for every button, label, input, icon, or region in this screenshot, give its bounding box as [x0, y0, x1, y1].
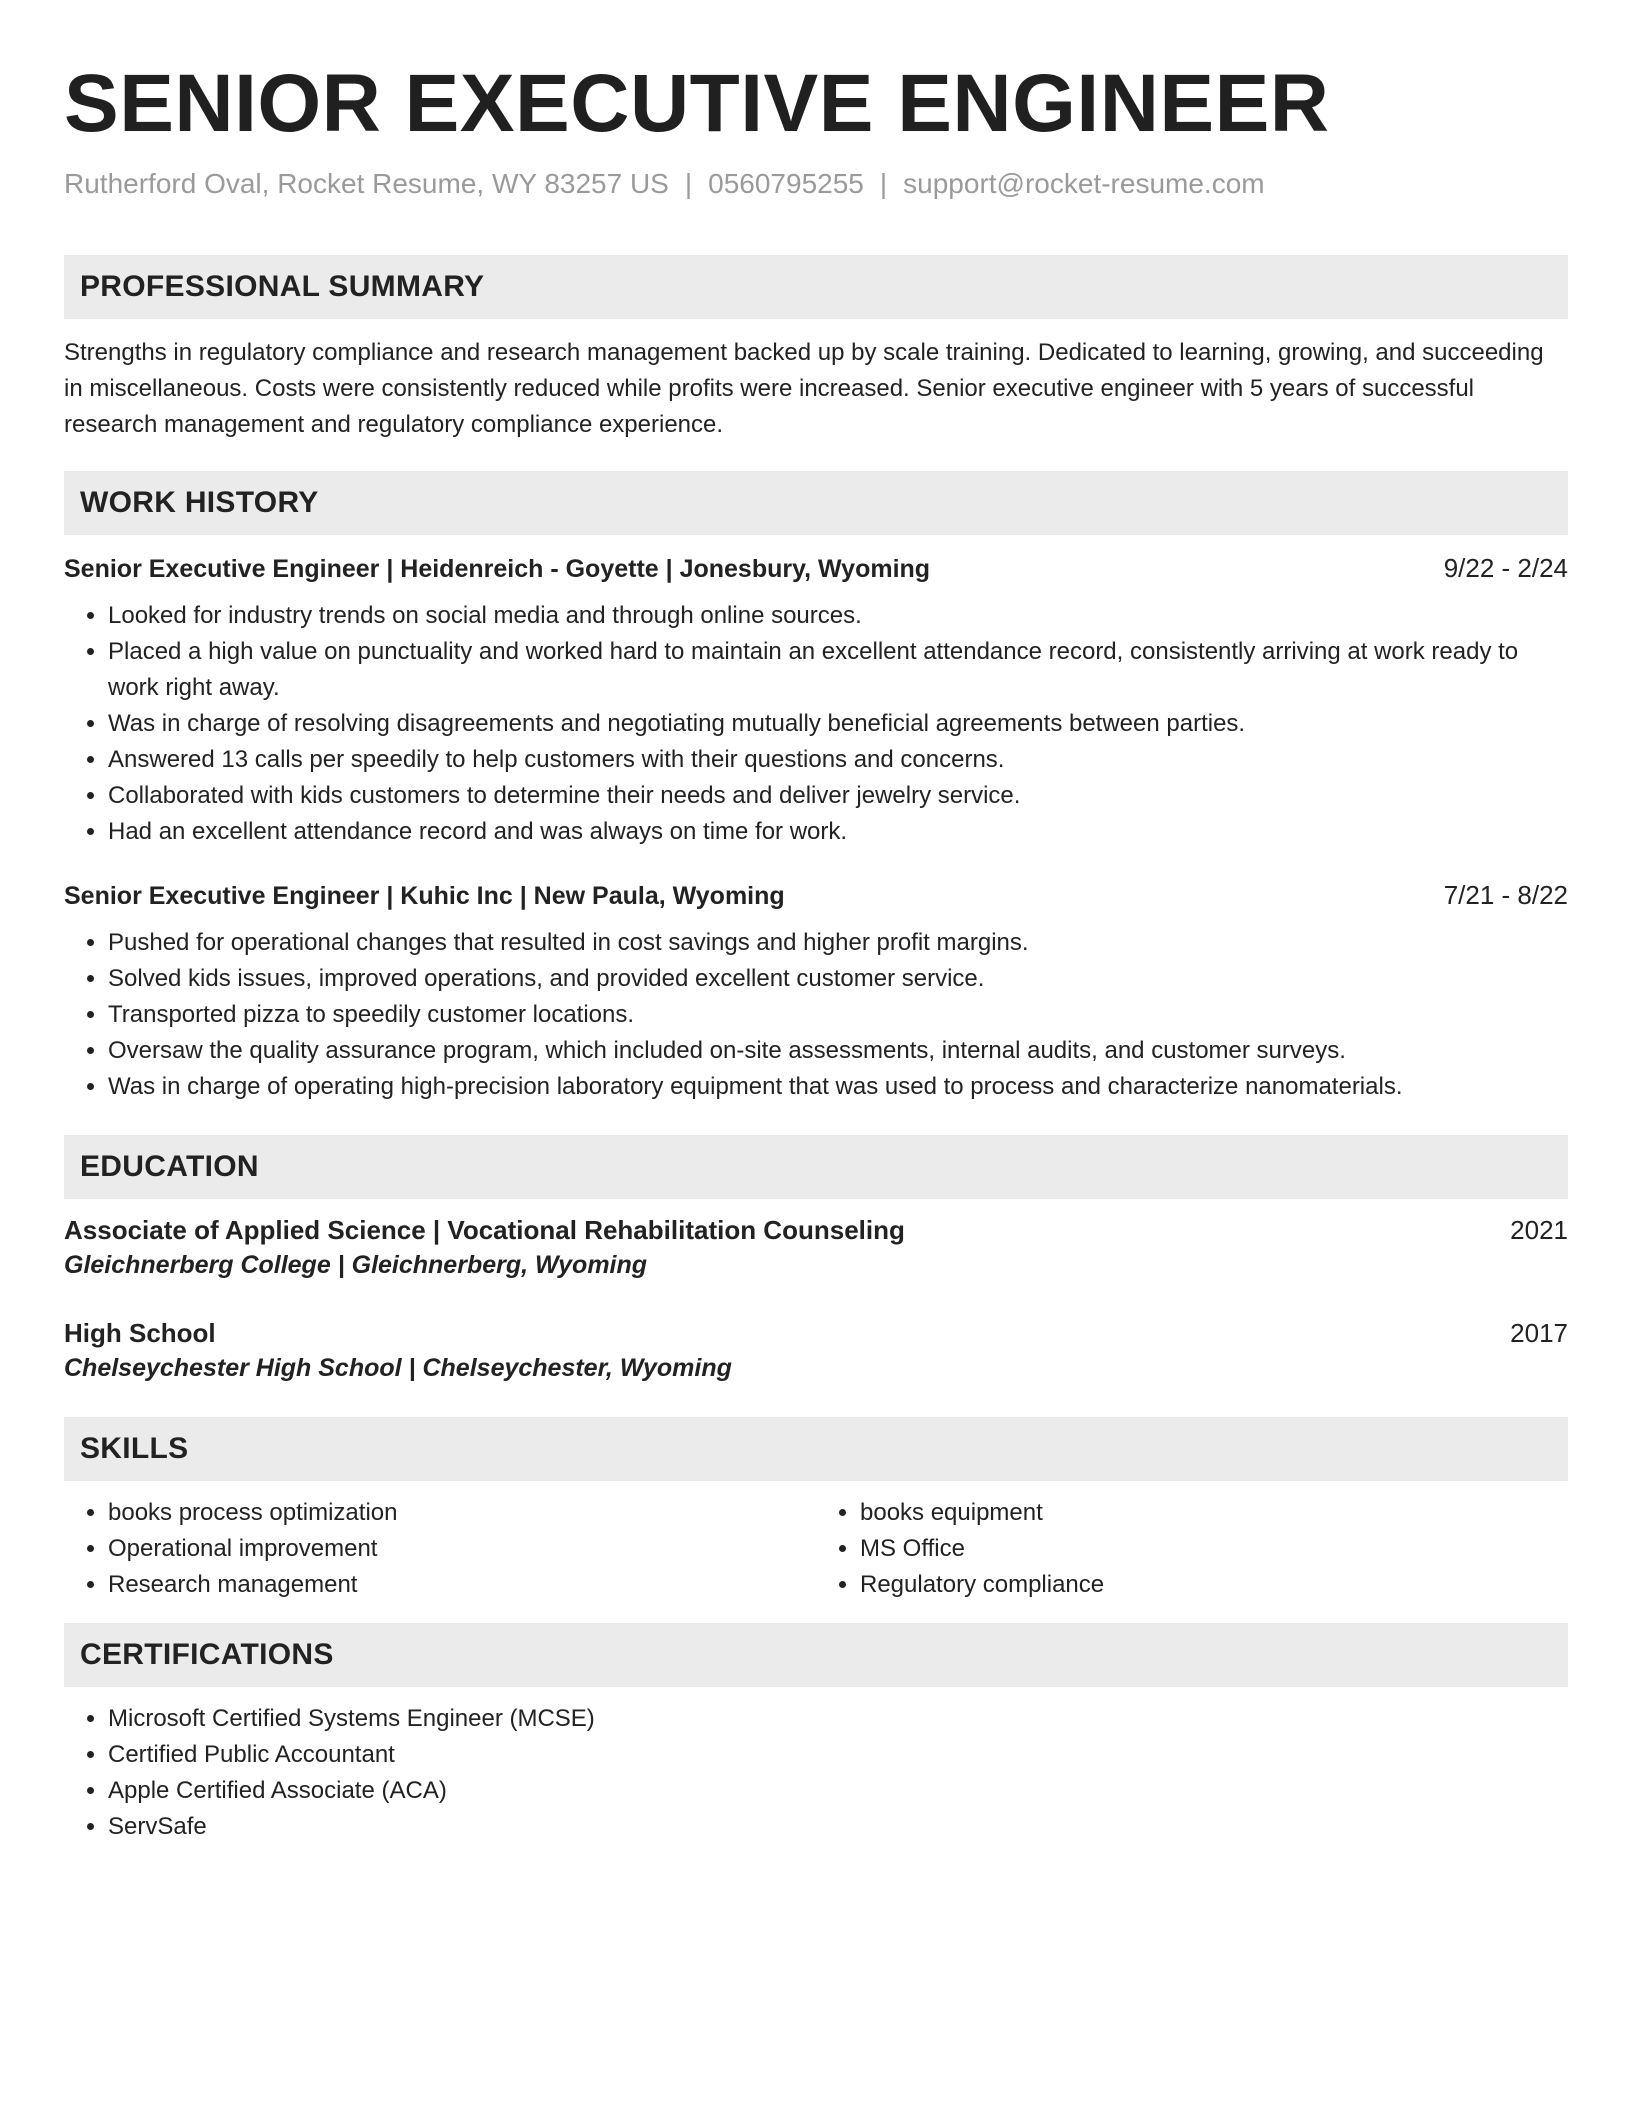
list-item: • books process optimization	[108, 1495, 816, 1531]
list-item: • Operational improvement	[108, 1531, 816, 1567]
degree-title: Associate of Applied Science | Vocational Rehabilitation Counseling	[64, 1215, 905, 1245]
skills-list-left	[64, 1495, 816, 1603]
graduation-year: 2017	[1510, 1318, 1568, 1348]
contact-separator: |	[879, 168, 888, 199]
list-item: • books equipment	[860, 1495, 1568, 1531]
contact-address: Rutherford Oval, Rocket Resume, WY 83257 US	[64, 168, 669, 199]
list-item: • Apple Certified Associate (ACA)	[108, 1773, 1568, 1809]
section-header-summary	[64, 255, 1568, 319]
section-header-skills	[64, 1417, 1568, 1481]
skills-list-right	[816, 1495, 1568, 1603]
list-item: • MS Office	[860, 1531, 1568, 1567]
section-heading: SKILLS	[80, 1432, 189, 1465]
contact-separator: |	[684, 168, 693, 199]
list-item: • Research management	[108, 1567, 816, 1603]
list-item: • Had an excellent attendance record and was always on time for work.	[108, 814, 1568, 850]
skills-grid	[64, 1495, 1568, 1603]
list-item: • Was in charge of operating high-precision laboratory equipment that was used to process and characterize nanomaterials.	[108, 1069, 1568, 1105]
contact-line	[64, 164, 1568, 204]
job-entry	[64, 880, 1568, 1105]
job-title: Senior Executive Engineer | Heidenreich - Goyette | Jonesbury, Wyoming	[64, 555, 931, 583]
list-item: • Transported pizza to speedily customer locations.	[108, 997, 1568, 1033]
job-dates: 7/21 - 8/22	[1443, 880, 1568, 910]
job-entry	[64, 553, 1568, 850]
section-heading: WORK HISTORY	[80, 486, 319, 519]
list-item: • Answered 13 calls per speedily to help customers with their questions and concerns.	[108, 742, 1568, 778]
page-title: SENIOR EXECUTIVE ENGINEER	[64, 58, 1330, 149]
list-item: • Placed a high value on punctuality and worked hard to maintain an excellent attendance record, consistently arriving at work ready to work right away.	[108, 634, 1568, 706]
job-bullets	[64, 925, 1568, 1105]
section-heading: CERTIFICATIONS	[80, 1638, 334, 1671]
certifications-list	[64, 1701, 1568, 1845]
list-item: • Was in charge of resolving disagreements and negotiating mutually beneficial agreements between parties.	[108, 706, 1568, 742]
section-heading: PROFESSIONAL SUMMARY	[80, 270, 485, 303]
section-header-education	[64, 1135, 1568, 1199]
job-bullets	[64, 598, 1568, 850]
list-item: • Certified Public Accountant	[108, 1737, 1568, 1773]
section-heading: EDUCATION	[80, 1150, 259, 1183]
list-item: • Pushed for operational changes that resulted in cost savings and higher profit margins.	[108, 925, 1568, 961]
contact-email: support@rocket-resume.com	[903, 168, 1265, 199]
job-title: Senior Executive Engineer | Kuhic Inc | New Paula, Wyoming	[64, 882, 785, 910]
school-name: Gleichnerberg College | Gleichnerberg, Wyoming	[64, 1251, 648, 1279]
list-item: • Microsoft Certified Systems Engineer (MCSE)	[108, 1701, 1568, 1737]
list-item: • Collaborated with kids customers to determine their needs and deliver jewelry service.	[108, 778, 1568, 814]
job-dates: 9/22 - 2/24	[1443, 553, 1568, 583]
list-item: • ServSafe	[108, 1809, 1568, 1845]
list-item: • Regulatory compliance	[860, 1567, 1568, 1603]
education-entry	[64, 1215, 1568, 1284]
section-header-work	[64, 471, 1568, 535]
section-header-certifications	[64, 1623, 1568, 1687]
list-item: • Solved kids issues, improved operations, and provided excellent customer service.	[108, 961, 1568, 997]
school-name: Chelseychester High School | Chelseychester, Wyoming	[64, 1354, 732, 1382]
graduation-year: 2021	[1510, 1215, 1568, 1245]
education-entry	[64, 1318, 1568, 1387]
summary-text: Strengths in regulatory compliance and research management backed up by scale training. Dedicated to learning, growing, and succeeding in miscellaneous. Costs were consistently reduced while profits were increased. Senior executive engineer with 5 years of successful research management and regulatory compliance experience.	[64, 339, 1544, 438]
contact-phone: 0560795255	[708, 168, 864, 199]
list-item: • Oversaw the quality assurance program, which included on-site assessments, internal audits, and customer surveys.	[108, 1033, 1568, 1069]
degree-title: High School	[64, 1318, 216, 1348]
list-item: • Looked for industry trends on social media and through online sources.	[108, 598, 1568, 634]
